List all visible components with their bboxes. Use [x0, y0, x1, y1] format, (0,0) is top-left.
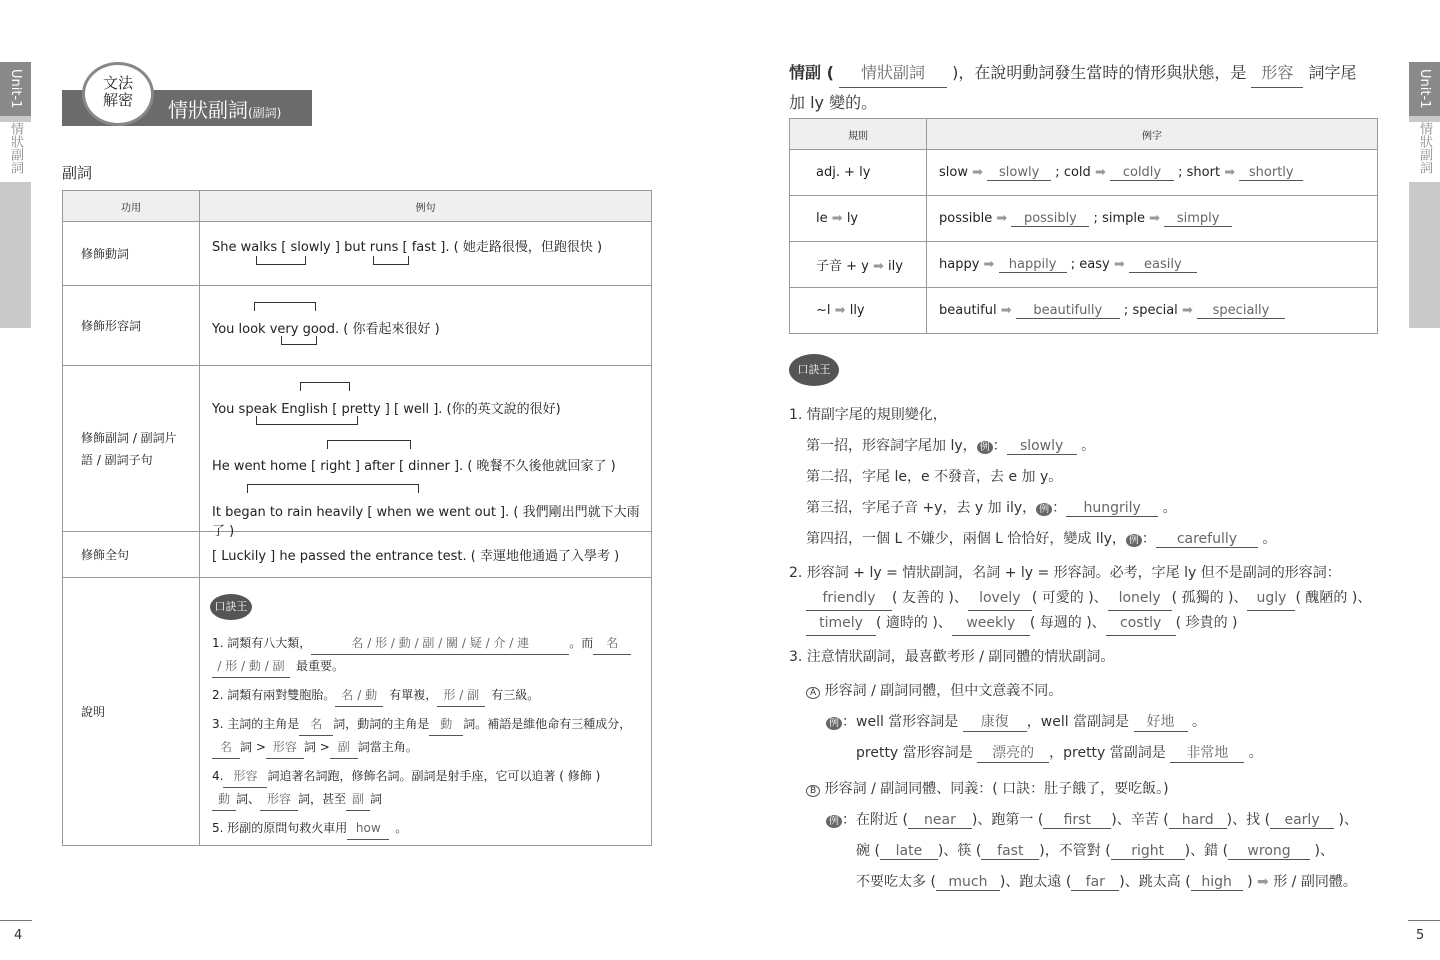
note-text: 詞追著名詞跑，修飾名詞。副詞是射手座，它可以追著 ( 修飾 ): [267, 769, 601, 783]
arrow-icon: ➡: [1257, 874, 1269, 890]
answer-blank: friendly: [806, 586, 892, 611]
rule-cell: [790, 196, 927, 242]
note-4: [212, 765, 642, 788]
unit-title: 情狀副詞: [1409, 122, 1440, 182]
sub-b-line-1: 例 ：在附近 ( near )、跑第一 ( first )、辛苦 ( hard )、找 ( early )、: [789, 809, 1389, 840]
sub-a-title: [789, 680, 1389, 711]
gloss: ( 珍貴的 ): [1175, 615, 1238, 631]
point-text: )、錯 (: [1184, 843, 1229, 859]
answer-blank: early: [1270, 812, 1334, 829]
arrow-icon: ➡: [1224, 164, 1236, 180]
page-rule-right: [1408, 920, 1440, 921]
circle-a-icon: A: [806, 687, 820, 699]
answer-blank: beautifully: [1016, 303, 1120, 319]
intro-text: )，在說明動詞發生當時的情形與狀態，是: [952, 63, 1247, 82]
answer-blank: shortly: [1239, 165, 1303, 181]
example-sentence: It began to rain heavily [ when we went out ]. ( 我們剛出門就下大雨了 ): [212, 505, 640, 539]
func-text: 修飾副詞 / 副詞片語 / 副詞子句: [81, 430, 177, 467]
words-cell: happy ➡ happily ; easy ➡ easily: [927, 242, 1378, 288]
example-sentence: You speak English [ pretty ] [ well ]. (你的英文說的很好): [212, 402, 561, 417]
arrow-icon: ➡: [1181, 302, 1193, 318]
words-cell: possible ➡ possibly ; simple ➡ simply: [927, 196, 1378, 242]
answer-blank: happily: [999, 257, 1067, 273]
note-text: 詞，動詞的主角是: [333, 717, 430, 731]
grammar-badge: [82, 62, 154, 126]
gloss: ( 每週的 ): [1029, 615, 1092, 631]
answer-blank: 康復: [963, 711, 1027, 732]
example-cell: [200, 366, 652, 539]
example-cell: [200, 222, 652, 286]
note-text: 有三級。: [491, 688, 540, 702]
note-text: 詞。補語是維他命有三種成分，: [463, 717, 632, 731]
modifier-bracket: [256, 256, 306, 265]
point-text: 第四招，一個 L 不嫌少，兩個 L 恰恰好，變成 lly，: [806, 531, 1126, 547]
header-rule: 規則: [790, 119, 927, 150]
point-2-items: friendly ( 友善的 )、 lovely ( 可愛的 )、 lonely ( 孤獨的 )、 ugly ( 醜陋的 )、 timely ( 適時的 )、 weekly ( 每週的 )、 costly ( 珍貴的 ): [789, 586, 1386, 636]
modifier-bracket: [247, 484, 419, 493]
sub-title: 形容詞 / 副詞同體、同義：( 口訣：肚子餓了，要吃飯。): [824, 781, 1169, 797]
rule-text: lly: [849, 303, 865, 318]
arrow-icon: ➡: [1000, 302, 1012, 318]
point-text: )、辛苦 (: [1111, 812, 1169, 828]
answer-blank: 名 / 形 / 動 / 副 / 關 / 疑 / 介 / 連: [311, 632, 569, 655]
intro-text: 情副 (: [789, 63, 834, 82]
answer-blank: 非常地: [1170, 742, 1244, 763]
base-word: simple: [1102, 210, 1145, 226]
ly-rule-table: [789, 118, 1378, 334]
note-text: 5. 形副的原問句救火車用: [212, 821, 348, 835]
arrow-icon: ➡: [1149, 210, 1161, 226]
header-example: 例句: [200, 191, 652, 222]
base-word: happy: [939, 256, 980, 272]
answer-blank: weekly: [952, 611, 1030, 636]
note-1-cont: [212, 655, 642, 678]
intro-line-1: [789, 58, 1389, 88]
unit-title: 情狀副詞: [0, 122, 31, 182]
unit-label: Unit-1: [1409, 62, 1440, 116]
rule-text: ily: [888, 259, 903, 274]
note-text: 詞: [370, 792, 383, 806]
answer-blank: 名: [299, 713, 333, 736]
answer-blank: near: [908, 812, 972, 829]
modifier-bracket: [254, 302, 316, 311]
header-function: 功用: [63, 191, 200, 222]
note-text: 詞，甚至: [298, 792, 347, 806]
rule-cell: [790, 242, 927, 288]
note-3-cont: [212, 736, 642, 759]
answer-blank: carefully: [1156, 531, 1258, 548]
banner-title-text: 情狀副詞: [168, 98, 248, 122]
answer-blank: slowly: [987, 165, 1051, 181]
point-text: 第一招，形容詞字尾加 ly，: [806, 438, 977, 454]
answer-blank: first: [1043, 812, 1111, 829]
sub-b-title: [789, 778, 1389, 809]
gloss: ( 可愛的 ): [1031, 590, 1094, 606]
words-cell: slow ➡ slowly ; cold ➡ coldly ; short ➡ shortly: [927, 150, 1378, 196]
example-sentence: He went home [ right ] after [ dinner ]. ( 晚餐不久後他就回家了 ): [212, 459, 616, 474]
note-2: [212, 684, 642, 707]
example-cell: [ Luckily ] he passed the entrance test. ( 幸運地他通過了入學考 ): [200, 532, 652, 578]
point-text: )，不管對 (: [1039, 843, 1111, 859]
answer-blank: 副: [330, 736, 358, 759]
rule-text: ly: [846, 211, 859, 226]
func-cell: [63, 366, 200, 532]
note-text: 詞當主角。: [357, 740, 418, 754]
sub-a-line-1: 例 ：well 當形容詞是 康復 ，well 當副詞是 好地 。: [789, 711, 1389, 742]
answer-blank: fast: [981, 843, 1039, 860]
point-text: )、找 (: [1226, 812, 1271, 828]
base-word: easy: [1079, 256, 1110, 272]
intro-paragraph: [789, 58, 1389, 117]
notes-block: [212, 632, 642, 840]
unit-label: Unit-1: [0, 62, 31, 116]
note-3: [212, 713, 642, 736]
answer-blank: 副: [346, 788, 370, 811]
point-text: )、跳太高 (: [1119, 874, 1191, 890]
example-mark: 例: [977, 441, 993, 454]
gloss: ( 醜陋的 ): [1295, 590, 1358, 606]
answer-blank: lonely: [1108, 586, 1172, 611]
modifier-bracket: [327, 440, 411, 449]
note-text: 1. 詞類有八大類，: [212, 636, 312, 650]
answer-blank: costly: [1106, 611, 1176, 636]
arrow-icon: ➡: [1094, 164, 1106, 180]
arrow-icon: ➡: [831, 211, 843, 226]
note-text: 2. 詞類有兩對雙胞胎。: [212, 688, 336, 702]
point-1-line-1: 第一招，形容詞字尾加 ly， 例 ： slowly 。: [806, 438, 1096, 454]
answer-blank: high: [1191, 874, 1243, 891]
example-mark: 例: [826, 717, 842, 730]
example-sentence: You look very good. ( 你看起來很好 ): [212, 322, 440, 337]
point-1-line-2: 第二招，字尾 le，e 不發音，去 e 加 y。: [806, 469, 1063, 485]
header-words: 例字: [927, 119, 1378, 150]
base-word: cold: [1063, 164, 1091, 180]
sub-a-line-2: pretty 當形容詞是 漂亮的 ，pretty 當副詞是 非常地 。: [789, 742, 1389, 778]
point-3-title: 3. 注意情狀副詞，最喜歡考形 / 副同體的情狀副詞。: [789, 649, 1115, 665]
note-text: 3. 主詞的主角是: [212, 717, 300, 731]
arrow-icon: ➡: [983, 256, 995, 272]
intro-text: 詞字尾: [1308, 63, 1357, 82]
note-5: [212, 817, 642, 840]
answer-blank: slowly: [1007, 438, 1077, 455]
rule-text: 子音 + y: [816, 259, 869, 274]
arrow-icon: ➡: [1113, 256, 1125, 272]
banner-subtitle: (副詞): [248, 106, 282, 120]
point-text: )、筷 (: [937, 843, 982, 859]
example-mark: 例: [1126, 534, 1142, 547]
example-cell: [200, 286, 652, 366]
gloss: ( 孤獨的 ): [1171, 590, 1234, 606]
arrow-icon: ➡: [834, 303, 846, 318]
mnemonic-badge: 口訣王: [789, 354, 839, 386]
unit-tab-left: [0, 62, 31, 328]
func-cell: 修飾全句: [63, 532, 200, 578]
point-text: 第三招，字尾子音 +y，去 y 加 ily，: [806, 500, 1037, 516]
note-text: 詞 >: [240, 740, 266, 754]
point-text: ，pretty 當副詞是: [1049, 745, 1166, 761]
modifier-bracket: [281, 336, 317, 345]
arrow-icon: ➡: [873, 259, 884, 274]
rule-text: le: [816, 211, 828, 226]
answer-blank: easily: [1129, 257, 1197, 273]
sub-b-line-2: 碗 ( late )、筷 ( fast )，不管對 ( right )、錯 ( wrong )、: [856, 843, 1334, 859]
gloss: ( 友善的 ): [892, 590, 954, 606]
answer-blank: right: [1111, 843, 1185, 860]
point-1-title: 1. 情副字尾的規則變化，: [789, 407, 947, 423]
example-sentence: She walks [ slowly ] but runs [ fast ]. ( 她走路很慢，但跑很快 ): [212, 240, 603, 255]
unit-tab-right: [1409, 62, 1440, 328]
note-text: 。: [395, 821, 408, 835]
answer-blank: specially: [1197, 303, 1285, 319]
page-number-left: 4: [14, 928, 23, 943]
answer-blank: 動: [429, 713, 463, 736]
point-text: 不要吃太多 (: [856, 874, 936, 890]
answer-blank: 形容: [266, 736, 304, 759]
answer-blank: coldly: [1110, 165, 1174, 181]
note-text: 詞 >: [303, 740, 330, 754]
answer-blank: 形容: [223, 765, 267, 788]
sub-b-line-3: 不要吃太多 ( much )、跑太遠 ( far )、跳太高 ( high ) ➡ 形 / 副同體。: [856, 874, 1357, 890]
note-4-cont: [212, 788, 642, 811]
answer-blank: / 形 / 動 / 副: [212, 655, 290, 678]
answer-blank: 好地: [1134, 711, 1188, 732]
circle-b-icon: B: [806, 785, 820, 797]
note-badge: 口訣王: [210, 594, 252, 620]
point-2-title: 2. 形容詞 + ly = 情狀副詞，名詞 + ly = 形容詞。必考，字尾 ly 但不是副詞的形容詞：: [789, 565, 1341, 581]
answer-blank: far: [1071, 874, 1119, 891]
mnemonic-block: [789, 404, 1389, 902]
note-1: [212, 632, 642, 655]
note-label: 說明: [63, 578, 200, 846]
page-number-right: 5: [1416, 928, 1425, 943]
answer-blank: 形 / 副: [437, 684, 485, 707]
answer-blank: possibly: [1011, 211, 1089, 227]
point-text: )、跑第一 (: [971, 812, 1044, 828]
section-heading: 副詞: [62, 164, 93, 182]
intro-line-2: 加 ly 變的。: [789, 93, 878, 112]
page-rule-left: [0, 920, 32, 921]
example-mark: 例: [826, 815, 842, 828]
gloss: ( 適時的 ): [876, 615, 938, 631]
point-text: )、跑太遠 (: [999, 874, 1072, 890]
func-cell: 修飾動詞: [63, 222, 200, 286]
answer-blank: ugly: [1247, 586, 1295, 611]
answer-blank: hungrily: [1066, 500, 1158, 517]
modifier-bracket: [256, 416, 358, 425]
note-text: 4.: [212, 769, 224, 783]
base-word: possible: [939, 210, 993, 226]
badge-line-1: 文法: [102, 74, 133, 92]
rule-cell: [790, 150, 927, 196]
point-1-line-4: 第四招，一個 L 不嫌少，兩個 L 恰恰好，變成 lly， 例 ： carefully 。: [806, 531, 1277, 547]
point-text: pretty 當形容詞是: [856, 745, 973, 761]
note-text: 詞、: [236, 792, 261, 806]
note-text: 最重要。: [296, 659, 345, 673]
point-text: ：在附近 (: [842, 812, 908, 828]
base-word: short: [1186, 164, 1221, 180]
arrow-icon: ➡: [996, 210, 1008, 226]
answer-blank: simply: [1164, 211, 1232, 227]
answer-blank: 形容: [1251, 58, 1303, 88]
answer-blank: 動: [212, 788, 236, 811]
answer-blank: wrong: [1228, 843, 1310, 860]
note-text: 有單複，: [389, 688, 438, 702]
sub-title: 形容詞 / 副詞同體，但中文意義不同。: [824, 683, 1063, 699]
answer-blank: how: [347, 817, 389, 840]
base-word: slow: [939, 164, 968, 180]
rule-text: ~l: [816, 303, 831, 318]
example-mark: 例: [1036, 503, 1052, 516]
rule-text: adj. + ly: [816, 165, 871, 180]
answer-blank: hard: [1169, 812, 1227, 829]
answer-blank: 漂亮的: [977, 742, 1049, 763]
base-word: special: [1132, 302, 1178, 318]
answer-blank: much: [936, 874, 1000, 891]
answer-blank: 名: [212, 736, 240, 759]
answer-blank: 情狀副詞: [839, 58, 947, 88]
note-text: 。而: [569, 636, 594, 650]
answer-blank: 名: [593, 632, 631, 655]
badge-line-2: 解密: [102, 91, 133, 109]
modifier-bracket: [300, 382, 350, 391]
rule-cell: [790, 288, 927, 334]
answer-blank: timely: [806, 611, 876, 636]
modifier-bracket: [373, 256, 409, 265]
answer-blank: 形容: [260, 788, 298, 811]
answer-blank: lovely: [968, 586, 1032, 611]
words-cell: beautiful ➡ beautifully ; special ➡ specially: [927, 288, 1378, 334]
arrow-icon: ➡: [972, 164, 984, 180]
base-word: beautiful: [939, 302, 997, 318]
point-text: 碗 (: [856, 843, 880, 859]
point-text: ，well 當副詞是: [1026, 714, 1130, 730]
point-text: ：well 當形容詞是: [842, 714, 959, 730]
answer-blank: late: [880, 843, 938, 860]
answer-blank: 名 / 動: [335, 684, 383, 707]
banner-title: [168, 94, 281, 123]
point-text: 形 / 副同體。: [1273, 874, 1357, 890]
point-1-line-3: 第三招，字尾子音 +y，去 y 加 ily， 例 ： hungrily 。: [806, 500, 1177, 516]
func-cell: 修飾形容詞: [63, 286, 200, 366]
